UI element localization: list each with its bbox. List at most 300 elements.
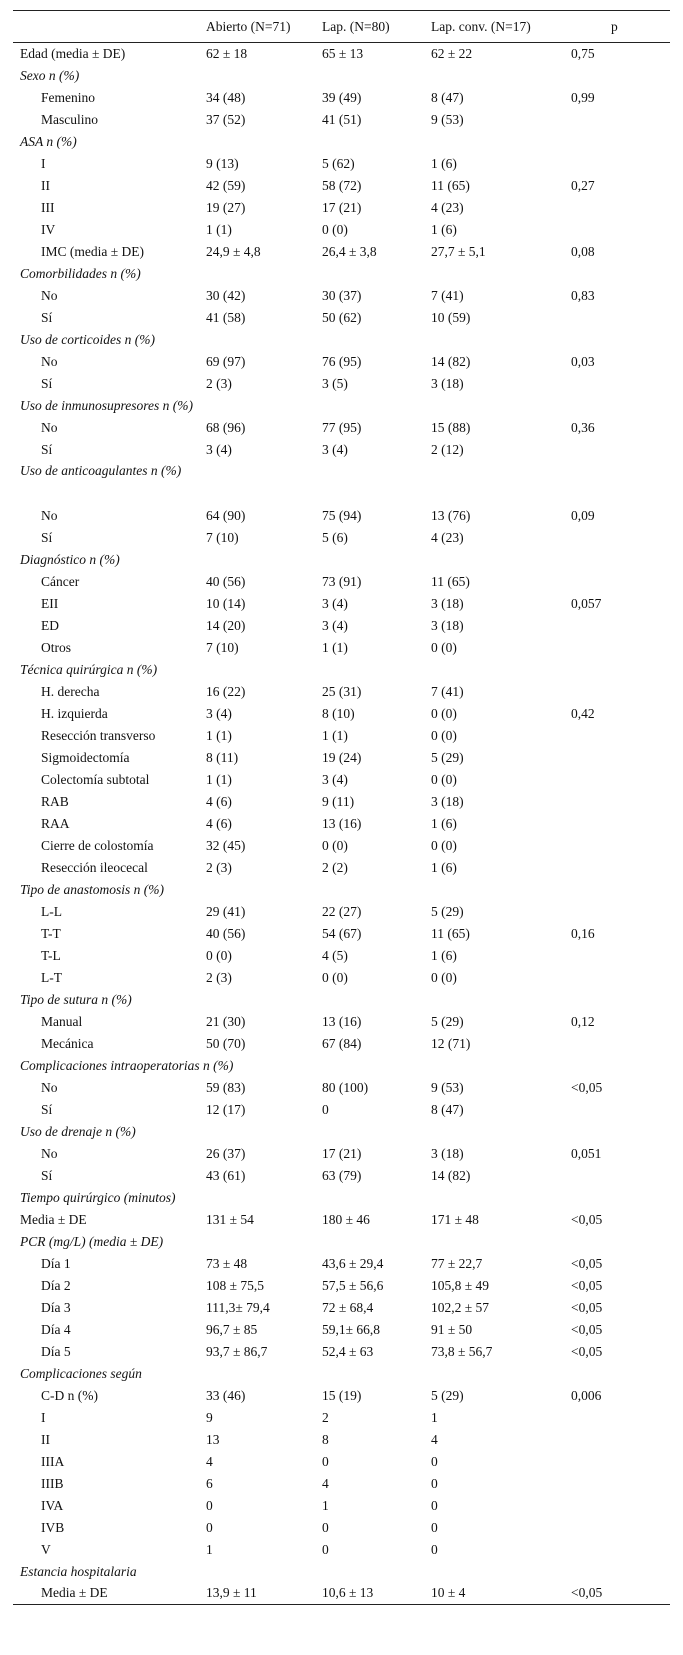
cell-lap-conv: 0 (0) bbox=[431, 639, 457, 655]
cell-p bbox=[571, 769, 670, 791]
cell-abierto: 9 (13) bbox=[206, 155, 239, 171]
cell-lap-conv: 105,8 ± 49 bbox=[431, 1277, 490, 1293]
cell-lap-conv bbox=[431, 65, 571, 87]
cell-label: No bbox=[41, 287, 58, 303]
cell-label: PCR (mg/L) (media ± DE) bbox=[20, 1233, 164, 1249]
cell-lap-conv bbox=[431, 879, 571, 901]
cell-lap bbox=[322, 65, 431, 87]
cell-p bbox=[571, 109, 670, 131]
cell-label: Complicaciones intraoperatorias n (%) bbox=[20, 1057, 234, 1073]
section-row bbox=[13, 395, 670, 417]
cell-lap-conv bbox=[431, 1231, 571, 1253]
cell-label: H. izquierda bbox=[41, 705, 108, 721]
cell-abierto bbox=[206, 395, 322, 417]
table-row bbox=[13, 1033, 670, 1055]
cell-p bbox=[571, 65, 670, 87]
cell-p bbox=[571, 373, 670, 395]
cell-lap bbox=[322, 1187, 431, 1209]
cell-label: I bbox=[41, 155, 46, 171]
cell-abierto: 62 ± 18 bbox=[206, 45, 248, 61]
cell-p bbox=[571, 857, 670, 879]
section-row bbox=[13, 65, 670, 87]
cell-label: Masculino bbox=[41, 111, 98, 127]
cell-label: Sí bbox=[41, 1101, 53, 1117]
table-row bbox=[13, 1473, 670, 1495]
cell-lap-conv: 12 (71) bbox=[431, 1035, 471, 1051]
cell-lap bbox=[322, 549, 431, 571]
cell-lap: 19 (24) bbox=[322, 749, 362, 765]
cell-lap: 4 (5) bbox=[322, 947, 348, 963]
cell-lap-conv: 7 (41) bbox=[431, 683, 464, 699]
cell-p bbox=[571, 967, 670, 989]
cell-abierto bbox=[206, 879, 322, 901]
cell-p bbox=[571, 791, 670, 813]
cell-label: T-L bbox=[41, 947, 61, 963]
cell-p: <0,05 bbox=[571, 1079, 603, 1095]
cell-lap-conv: 0 bbox=[431, 1519, 438, 1535]
cell-abierto: 0 (0) bbox=[206, 947, 232, 963]
table-row bbox=[13, 791, 670, 813]
cell-abierto: 19 (27) bbox=[206, 199, 246, 215]
cell-label: Edad (media ± DE) bbox=[20, 45, 126, 61]
cell-lap-conv: 13 (76) bbox=[431, 507, 471, 523]
cell-label: No bbox=[41, 1079, 58, 1095]
cell-label: EII bbox=[41, 595, 59, 611]
cell-p: 0,75 bbox=[571, 45, 595, 61]
cell-lap-conv: 1 (6) bbox=[431, 947, 457, 963]
cell-p bbox=[571, 637, 670, 659]
cell-lap: 2 (2) bbox=[322, 859, 348, 875]
cell-label: Cierre de colostomía bbox=[41, 837, 154, 853]
cell-lap: 59,1± 66,8 bbox=[322, 1321, 381, 1337]
cell-lap: 67 (84) bbox=[322, 1035, 362, 1051]
cell-lap-conv bbox=[431, 1561, 571, 1583]
cell-p bbox=[571, 1539, 670, 1561]
cell-p bbox=[571, 197, 670, 219]
cell-lap: 1 (1) bbox=[322, 727, 348, 743]
cell-abierto bbox=[206, 329, 322, 351]
cell-p bbox=[571, 945, 670, 967]
table-row bbox=[13, 703, 670, 725]
cell-abierto: 13,9 ± 11 bbox=[206, 1583, 322, 1605]
table-row bbox=[13, 241, 670, 263]
cell-p bbox=[571, 439, 670, 461]
table-row bbox=[13, 1275, 670, 1297]
cell-p: 0,057 bbox=[571, 595, 602, 611]
table-row bbox=[13, 725, 670, 747]
header-row bbox=[13, 11, 670, 43]
cell-lap: 5 (6) bbox=[322, 529, 348, 545]
table-row bbox=[13, 747, 670, 769]
cell-p bbox=[571, 1495, 670, 1517]
cell-lap-conv: 0 (0) bbox=[431, 771, 457, 787]
cell-label: Colectomía subtotal bbox=[41, 771, 150, 787]
cell-p bbox=[571, 659, 670, 681]
cell-p bbox=[571, 1187, 670, 1209]
cell-lap-conv: 10 (59) bbox=[431, 309, 471, 325]
cell-p bbox=[571, 879, 670, 901]
cell-lap-conv: 5 (29) bbox=[431, 903, 464, 919]
header-cell-abierto: Abierto (N=71) bbox=[206, 11, 322, 43]
cell-label: RAA bbox=[41, 815, 70, 831]
cell-lap: 15 (19) bbox=[322, 1387, 362, 1403]
table-row bbox=[13, 1209, 670, 1231]
cell-label: Estancia hospitalaria bbox=[20, 1563, 137, 1579]
table-header bbox=[13, 11, 670, 43]
table-row bbox=[13, 1077, 670, 1099]
table-row bbox=[13, 87, 670, 109]
cell-lap-conv: 62 ± 22 bbox=[431, 45, 473, 61]
table-row bbox=[13, 1517, 670, 1539]
cell-lap-conv bbox=[431, 329, 571, 351]
cell-abierto: 30 (42) bbox=[206, 287, 246, 303]
cell-abierto: 33 (46) bbox=[206, 1387, 246, 1403]
section-row bbox=[13, 461, 670, 505]
cell-lap-conv: 73,8 ± 56,7 bbox=[431, 1343, 493, 1359]
cell-lap: 0 bbox=[322, 1453, 329, 1469]
cell-label: Comorbilidades n (%) bbox=[20, 265, 141, 281]
cell-lap-conv: 0 (0) bbox=[431, 727, 457, 743]
cell-abierto bbox=[206, 1561, 322, 1583]
cell-p bbox=[571, 1165, 670, 1187]
cell-lap-conv: 4 (23) bbox=[431, 529, 464, 545]
cell-lap: 17 (21) bbox=[322, 1145, 362, 1161]
cell-p bbox=[571, 1407, 670, 1429]
cell-lap bbox=[322, 989, 431, 1011]
header-cell-p: p bbox=[571, 11, 670, 43]
cell-p: <0,05 bbox=[571, 1211, 603, 1227]
cell-p bbox=[571, 747, 670, 769]
table-row bbox=[13, 1495, 670, 1517]
cell-lap bbox=[322, 329, 431, 351]
table-row bbox=[13, 307, 670, 329]
table-row bbox=[13, 175, 670, 197]
cell-abierto bbox=[206, 1121, 322, 1143]
section-row bbox=[13, 549, 670, 571]
cell-abierto bbox=[206, 461, 322, 505]
cell-label: Sí bbox=[41, 375, 53, 391]
cell-abierto: 7 (10) bbox=[206, 639, 239, 655]
table-row bbox=[13, 285, 670, 307]
cell-label: Diagnóstico n (%) bbox=[20, 551, 120, 567]
cell-abierto: 4 (6) bbox=[206, 815, 232, 831]
cell-lap-conv: 8 (47) bbox=[431, 89, 464, 105]
cell-label: Uso de drenaje n (%) bbox=[20, 1123, 136, 1139]
cell-p: 0,09 bbox=[571, 507, 595, 523]
cell-p: 0,27 bbox=[571, 177, 595, 193]
cell-p: <0,05 bbox=[571, 1299, 603, 1315]
cell-lap: 3 (5) bbox=[322, 375, 348, 391]
cell-lap-conv: 171 ± 48 bbox=[431, 1211, 479, 1227]
cell-lap-conv bbox=[431, 1187, 571, 1209]
cell-p bbox=[571, 1363, 670, 1385]
cell-label: Femenino bbox=[41, 89, 95, 105]
cell-lap: 22 (27) bbox=[322, 903, 362, 919]
cell-lap-conv bbox=[431, 1055, 571, 1077]
cell-label: Manual bbox=[41, 1013, 83, 1029]
cell-lap bbox=[322, 1363, 431, 1385]
table-row bbox=[13, 1539, 670, 1561]
cell-p bbox=[571, 461, 670, 505]
cell-label: Sigmoidectomía bbox=[41, 749, 130, 765]
cell-abierto: 9 bbox=[206, 1409, 213, 1425]
cell-abierto: 26 (37) bbox=[206, 1145, 246, 1161]
cell-lap bbox=[322, 1561, 431, 1583]
cell-abierto: 3 (4) bbox=[206, 441, 232, 457]
cell-lap-conv: 5 (29) bbox=[431, 1387, 464, 1403]
cell-lap bbox=[322, 395, 431, 417]
cell-lap-conv: 0 bbox=[431, 1453, 438, 1469]
cell-p bbox=[571, 527, 670, 549]
cell-lap bbox=[322, 461, 431, 505]
cell-label: Resección transverso bbox=[41, 727, 156, 743]
cell-abierto: 12 (17) bbox=[206, 1101, 246, 1117]
cell-p: <0,05 bbox=[571, 1321, 603, 1337]
cell-label: No bbox=[41, 419, 58, 435]
cell-lap: 10,6 ± 13 bbox=[322, 1583, 431, 1605]
cell-lap-conv: 8 (47) bbox=[431, 1101, 464, 1117]
cell-p bbox=[571, 989, 670, 1011]
cell-abierto: 4 (6) bbox=[206, 793, 232, 809]
table-row bbox=[13, 219, 670, 241]
table-row bbox=[13, 769, 670, 791]
cell-abierto: 68 (96) bbox=[206, 419, 246, 435]
cell-lap-conv: 15 (88) bbox=[431, 419, 471, 435]
cell-label: ED bbox=[41, 617, 59, 633]
table-row bbox=[13, 923, 670, 945]
cell-p bbox=[571, 153, 670, 175]
cell-p bbox=[571, 901, 670, 923]
table-row bbox=[13, 1253, 670, 1275]
cell-lap: 63 (79) bbox=[322, 1167, 362, 1183]
cell-p: 0,36 bbox=[571, 419, 595, 435]
cell-abierto: 29 (41) bbox=[206, 903, 246, 919]
cell-lap: 57,5 ± 56,6 bbox=[322, 1277, 384, 1293]
cell-abierto: 41 (58) bbox=[206, 309, 246, 325]
cell-lap bbox=[322, 1231, 431, 1253]
cell-abierto: 32 (45) bbox=[206, 837, 246, 853]
cell-label: Mecánica bbox=[41, 1035, 94, 1051]
cell-abierto bbox=[206, 1187, 322, 1209]
table-row bbox=[13, 417, 670, 439]
cell-lap bbox=[322, 1055, 431, 1077]
cell-lap-conv: 0 (0) bbox=[431, 837, 457, 853]
cell-p bbox=[571, 725, 670, 747]
cell-lap-conv bbox=[431, 659, 571, 681]
cell-p bbox=[571, 263, 670, 285]
cell-label: Tipo de sutura n (%) bbox=[20, 991, 132, 1007]
cell-p: 0,03 bbox=[571, 353, 595, 369]
cell-lap-conv: 0 (0) bbox=[431, 705, 457, 721]
cell-p bbox=[571, 1473, 670, 1495]
table-row bbox=[13, 835, 670, 857]
table-row bbox=[13, 1143, 670, 1165]
cell-p: <0,05 bbox=[571, 1277, 603, 1293]
cell-lap: 9 (11) bbox=[322, 793, 355, 809]
cell-abierto: 69 (97) bbox=[206, 353, 246, 369]
cell-lap: 54 (67) bbox=[322, 925, 362, 941]
cell-lap-conv: 5 (29) bbox=[431, 749, 464, 765]
cell-label: No bbox=[41, 507, 58, 523]
cell-lap-conv: 0 bbox=[431, 1497, 438, 1513]
table-row bbox=[13, 1583, 670, 1605]
cell-abierto: 64 (90) bbox=[206, 507, 246, 523]
cell-lap: 3 (4) bbox=[322, 771, 348, 787]
table-row bbox=[13, 505, 670, 527]
cell-label: II bbox=[41, 177, 50, 193]
cell-lap-conv: 7 (41) bbox=[431, 287, 464, 303]
cell-label: Día 1 bbox=[41, 1255, 71, 1271]
table-row bbox=[13, 109, 670, 131]
cell-p bbox=[571, 329, 670, 351]
cell-lap-conv bbox=[431, 263, 571, 285]
section-row bbox=[13, 989, 670, 1011]
cell-abierto: 34 (48) bbox=[206, 89, 246, 105]
cell-p bbox=[571, 1451, 670, 1473]
cell-label: I bbox=[41, 1409, 46, 1425]
cell-lap: 25 (31) bbox=[322, 683, 362, 699]
cell-p bbox=[571, 1429, 670, 1451]
cell-label: III bbox=[41, 199, 55, 215]
table-row bbox=[13, 1429, 670, 1451]
table-row bbox=[13, 153, 670, 175]
cell-lap-conv bbox=[431, 549, 571, 571]
cell-lap-conv bbox=[431, 395, 571, 417]
cell-lap: 0 bbox=[322, 1101, 329, 1117]
cell-lap: 0 bbox=[322, 1519, 329, 1535]
cell-p bbox=[571, 1099, 670, 1121]
cell-p: 0,16 bbox=[571, 925, 595, 941]
cell-abierto: 16 (22) bbox=[206, 683, 246, 699]
cell-lap: 50 (62) bbox=[322, 309, 362, 325]
table-row bbox=[13, 1451, 670, 1473]
cell-abierto: 13 bbox=[206, 1431, 220, 1447]
cell-lap-conv: 3 (18) bbox=[431, 793, 464, 809]
cell-label: L-T bbox=[41, 969, 62, 985]
cell-lap-conv: 0 (0) bbox=[431, 969, 457, 985]
cell-abierto: 7 (10) bbox=[206, 529, 239, 545]
cell-label: Sí bbox=[41, 1167, 53, 1183]
cell-lap: 52,4 ± 63 bbox=[322, 1343, 374, 1359]
table-row bbox=[13, 681, 670, 703]
header-cell-lap: Lap. (N=80) bbox=[322, 11, 431, 43]
cell-p bbox=[571, 681, 670, 703]
cell-abierto bbox=[206, 263, 322, 285]
cell-abierto: 96,7 ± 85 bbox=[206, 1321, 258, 1337]
cell-lap: 41 (51) bbox=[322, 111, 362, 127]
cell-label: Técnica quirúrgica n (%) bbox=[20, 661, 158, 677]
cell-lap: 26,4 ± 3,8 bbox=[322, 243, 377, 259]
cell-lap: 13 (16) bbox=[322, 815, 362, 831]
cell-lap: 75 (94) bbox=[322, 507, 362, 523]
table-row bbox=[13, 1011, 670, 1033]
cell-p bbox=[571, 1055, 670, 1077]
cell-abierto: 131 ± 54 bbox=[206, 1211, 254, 1227]
cell-lap: 8 bbox=[322, 1431, 329, 1447]
cell-lap: 1 bbox=[322, 1497, 329, 1513]
cell-label: Sí bbox=[41, 529, 53, 545]
cell-lap-conv bbox=[431, 1363, 571, 1385]
cell-p bbox=[571, 615, 670, 637]
table-row bbox=[13, 1099, 670, 1121]
section-row bbox=[13, 1055, 670, 1077]
cell-label: IV bbox=[41, 221, 56, 237]
cell-lap: 72 ± 68,4 bbox=[322, 1299, 374, 1315]
cell-abierto: 6 bbox=[206, 1475, 213, 1491]
cell-label: Cáncer bbox=[41, 573, 80, 589]
cell-p bbox=[571, 1231, 670, 1253]
cell-abierto: 50 (70) bbox=[206, 1035, 246, 1051]
cell-lap-conv: 3 (18) bbox=[431, 1145, 464, 1161]
table-row bbox=[13, 527, 670, 549]
cell-p: <0,05 bbox=[571, 1583, 670, 1605]
cell-abierto: 111,3± 79,4 bbox=[206, 1299, 270, 1315]
section-row bbox=[13, 1231, 670, 1253]
cell-abierto: 1 (1) bbox=[206, 221, 232, 237]
cell-label: Día 4 bbox=[41, 1321, 71, 1337]
table-row bbox=[13, 1297, 670, 1319]
cell-lap-conv: 0 bbox=[431, 1541, 438, 1557]
section-row bbox=[13, 1121, 670, 1143]
cell-lap: 39 (49) bbox=[322, 89, 362, 105]
cell-label: ASA n (%) bbox=[20, 133, 77, 149]
cell-lap-conv: 9 (53) bbox=[431, 111, 464, 127]
cell-lap-conv: 1 (6) bbox=[431, 155, 457, 171]
cell-p: <0,05 bbox=[571, 1255, 603, 1271]
cell-lap: 180 ± 46 bbox=[322, 1211, 370, 1227]
cell-label: Tiempo quirúrgico (minutos) bbox=[20, 1189, 176, 1205]
section-row bbox=[13, 879, 670, 901]
cell-lap-conv: 3 (18) bbox=[431, 375, 464, 391]
cell-abierto: 2 (3) bbox=[206, 969, 232, 985]
cell-p bbox=[571, 813, 670, 835]
cell-abierto: 0 bbox=[206, 1519, 213, 1535]
cell-p: <0,05 bbox=[571, 1343, 603, 1359]
cell-label: Uso de corticoides n (%) bbox=[20, 331, 155, 347]
cell-label: No bbox=[41, 353, 58, 369]
cell-label: C-D n (%) bbox=[41, 1387, 98, 1403]
cell-lap: 4 bbox=[322, 1475, 329, 1491]
cell-p: 0,12 bbox=[571, 1013, 595, 1029]
cell-abierto: 37 (52) bbox=[206, 111, 246, 127]
cell-label: IIIA bbox=[41, 1453, 65, 1469]
cell-lap: 3 (4) bbox=[322, 441, 348, 457]
cell-p bbox=[571, 219, 670, 241]
cell-lap bbox=[322, 1121, 431, 1143]
cell-lap-conv: 11 (65) bbox=[431, 573, 470, 589]
table-row bbox=[13, 1341, 670, 1363]
cell-label: No bbox=[41, 1145, 58, 1161]
cell-lap-conv: 1 (6) bbox=[431, 815, 457, 831]
table-row bbox=[13, 615, 670, 637]
table-row bbox=[13, 1385, 670, 1407]
cell-abierto: 24,9 ± 4,8 bbox=[206, 243, 261, 259]
cell-p bbox=[571, 1121, 670, 1143]
results-table-container bbox=[13, 10, 670, 1605]
cell-lap: 5 (62) bbox=[322, 155, 355, 171]
table-row bbox=[13, 1165, 670, 1187]
cell-label: Sexo n (%) bbox=[20, 67, 80, 83]
cell-lap: 3 (4) bbox=[322, 617, 348, 633]
cell-lap: 2 bbox=[322, 1409, 329, 1425]
cell-abierto: 40 (56) bbox=[206, 573, 246, 589]
cell-abierto: 21 (30) bbox=[206, 1013, 246, 1029]
cell-lap: 8 (10) bbox=[322, 705, 355, 721]
cell-p bbox=[571, 1517, 670, 1539]
cell-label: T-T bbox=[41, 925, 61, 941]
table-row bbox=[13, 571, 670, 593]
cell-label: Día 5 bbox=[41, 1343, 71, 1359]
